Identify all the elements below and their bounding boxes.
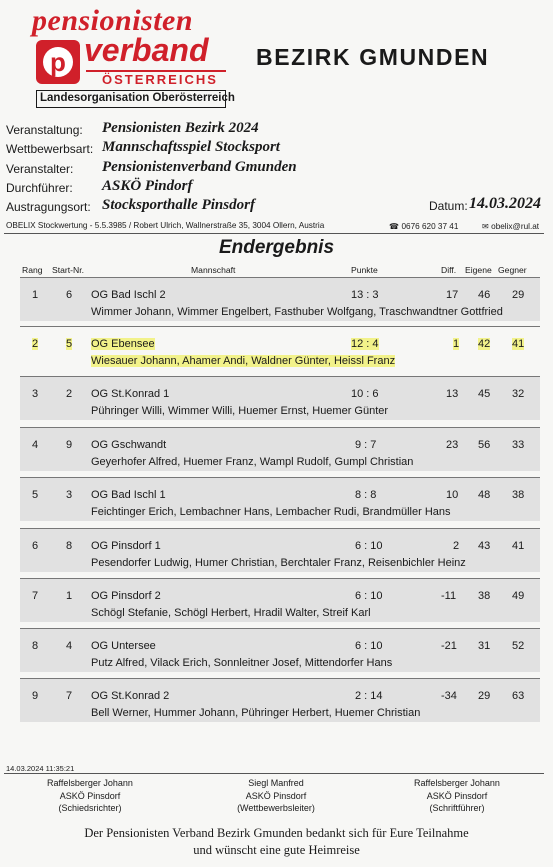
- result-row-highlighted: [20, 326, 540, 370]
- info-value: Pensionistenverband Gmunden: [102, 158, 297, 175]
- opponent-score: 38: [512, 489, 525, 501]
- team-members: Putz Alfred, Vilack Erich, Sonnleitner Josef, Mittendorfer Hans: [91, 657, 393, 669]
- own-score: 43: [478, 540, 491, 552]
- result-row: [20, 578, 540, 622]
- closing-line: Der Pensionisten Verband Bezirk Gmunden bedankt sich für Eure Teilnahme: [84, 826, 469, 840]
- start-number: 7: [66, 690, 73, 702]
- result-row: [20, 678, 540, 722]
- signatory-name: Raffelsberger Johann: [414, 778, 500, 788]
- signatory-name: Raffelsberger Johann: [47, 778, 133, 788]
- closing-line: und wünscht eine gute Heimreise: [193, 843, 360, 857]
- team-name: OG Untersee: [91, 640, 156, 652]
- opponent-score: 32: [512, 388, 525, 400]
- team-members: Pühringer Willi, Wimmer Willi, Huemer Ernst, Huemer Günter: [91, 405, 389, 417]
- start-number: 5: [66, 338, 73, 350]
- difference: -21: [441, 640, 457, 652]
- info-key: Durchführer:: [6, 180, 73, 195]
- software-credit: OBELIX Stockwertung - 5.5.3985 / Robert Ulrich, Wallnerstraße 35, 3004 Ollern, Austria: [6, 221, 325, 230]
- own-score: 46: [478, 289, 491, 301]
- phone-number: ☎ 0676 620 37 41: [389, 222, 459, 231]
- start-number: 2: [66, 388, 73, 400]
- column-header-gegner: Gegner: [498, 265, 527, 275]
- own-score: 38: [478, 590, 491, 602]
- result-row: [20, 477, 540, 521]
- opponent-score: 63: [512, 690, 525, 702]
- own-score: 48: [478, 489, 491, 501]
- email-link[interactable]: ✉ obelix@rul.at: [482, 222, 540, 231]
- own-score: 42: [478, 338, 491, 350]
- difference: -11: [441, 590, 457, 602]
- results-title: Endergebnis: [218, 237, 335, 258]
- signatory-name: Siegl Manfred: [248, 778, 304, 788]
- start-number: 8: [66, 540, 73, 552]
- points: 6 : 10: [355, 540, 383, 552]
- own-score: 56: [478, 439, 491, 451]
- difference: -34: [441, 690, 457, 702]
- opponent-score: 49: [512, 590, 525, 602]
- logo-verband-text: verband: [84, 32, 209, 68]
- team-name: OG Bad Ischl 2: [91, 289, 166, 301]
- logo-country-text: ÖSTERREICHS: [102, 72, 218, 87]
- logo-p-mark-icon: [36, 40, 80, 84]
- team-name: OG St.Konrad 1: [91, 388, 170, 400]
- column-header-team: Mannschaft: [191, 265, 236, 275]
- info-key: Austragungsort:: [6, 200, 91, 215]
- team-members: Pesendorfer Ludwig, Humer Christian, Berchtaler Franz, Reisenbichler Heinz: [91, 557, 466, 569]
- signatory-club: ASKÖ Pinsdorf: [426, 790, 488, 801]
- closing-message: [0, 825, 553, 859]
- team-members: Schögl Stefanie, Schögl Herbert, Hradil Walter, Streif Karl: [91, 607, 371, 619]
- info-value: ASKÖ Pindorf: [102, 177, 193, 194]
- signatory-role: (Schriftführer): [429, 803, 485, 813]
- team-members: Feichtinger Erich, Lembachner Hans, Lembacher Rudi, Brandmüller Hans: [91, 506, 451, 518]
- team-members: Wiesauer Johann, Ahamer Andi, Waldner Günter, Heissl Franz: [91, 355, 396, 367]
- team-members: Wimmer Johann, Wimmer Engelbert, Fasthuber Wolfgang, Traschwandtner Gottfried: [91, 306, 503, 318]
- rank: 8: [32, 640, 39, 652]
- opponent-score: 33: [512, 439, 525, 451]
- points: 2 : 14: [355, 690, 383, 702]
- team-members: Geyerhofer Alfred, Huemer Franz, Wampl Rudolf, Gumpl Christian: [91, 456, 414, 468]
- own-score: 45: [478, 388, 491, 400]
- info-value: Mannschaftsspiel Stocksport: [102, 139, 280, 156]
- column-header-diff: Diff.: [441, 265, 457, 275]
- rank: 2: [32, 338, 39, 350]
- result-row: [20, 528, 540, 572]
- start-number: 6: [66, 289, 73, 301]
- opponent-score: 29: [512, 289, 525, 301]
- points: 6 : 10: [355, 640, 383, 652]
- team-members: Bell Werner, Hummer Johann, Pühringer Herbert, Huemer Christian: [91, 707, 421, 719]
- signatory-club: ASKÖ Pinsdorf: [245, 790, 307, 801]
- column-header-rang: Rang: [22, 265, 43, 275]
- info-value: Stocksporthalle Pinsdorf: [102, 197, 255, 214]
- rank: 1: [32, 289, 39, 301]
- rank: 7: [32, 590, 39, 602]
- district-heading: BEZIRK GMUNDEN: [256, 44, 490, 70]
- points: 10 : 6: [351, 388, 379, 400]
- own-score: 31: [478, 640, 491, 652]
- divider: [4, 233, 544, 234]
- signature-block: [206, 777, 346, 815]
- start-number: 3: [66, 489, 73, 501]
- rank: 6: [32, 540, 39, 552]
- team-name: OG Bad Ischl 1: [91, 489, 166, 501]
- signature-block: [387, 777, 527, 815]
- logo-script-text: pensionisten: [32, 4, 194, 37]
- signatory-role: (Wettbewerbsleiter): [237, 803, 315, 813]
- signature-block: [20, 777, 160, 815]
- opponent-score: 41: [512, 338, 525, 350]
- info-row: [6, 159, 546, 178]
- column-header-start: Start-Nr.: [52, 265, 84, 275]
- team-name: OG Gschwandt: [91, 439, 167, 451]
- difference: 2: [453, 540, 460, 552]
- logo-mark-letter: p: [50, 47, 66, 77]
- result-row: [20, 427, 540, 471]
- difference: 23: [446, 439, 459, 451]
- rank: 4: [32, 439, 39, 451]
- rank: 3: [32, 388, 39, 400]
- organisation-logo: [30, 4, 235, 108]
- column-header-eigene: Eigene: [465, 265, 492, 275]
- difference: 17: [446, 289, 459, 301]
- date-value: 14.03.2024: [469, 195, 541, 212]
- rank: 9: [32, 690, 39, 702]
- result-row: [20, 376, 540, 420]
- opponent-score: 52: [512, 640, 525, 652]
- start-number: 4: [66, 640, 73, 652]
- signatory-role: (Schiedsrichter): [58, 803, 122, 813]
- info-key: Veranstalter:: [6, 161, 74, 176]
- date-label: Datum:: [429, 199, 468, 213]
- team-name: OG Pinsdorf 1: [91, 540, 161, 552]
- difference: 1: [453, 338, 460, 350]
- points: 13 : 3: [351, 289, 379, 301]
- info-key: Wettbewerbsart:: [6, 142, 94, 157]
- start-number: 1: [66, 590, 73, 602]
- info-row: [6, 120, 546, 139]
- result-row: [20, 277, 540, 321]
- divider: [4, 773, 544, 774]
- team-name: OG Pinsdorf 2: [91, 590, 161, 602]
- info-row: [6, 178, 546, 197]
- points: 9 : 7: [355, 439, 377, 451]
- points: 8 : 8: [355, 489, 377, 501]
- print-timestamp: 14.03.2024 11:35:21: [6, 764, 75, 773]
- difference: 13: [446, 388, 459, 400]
- team-name: OG St.Konrad 2: [91, 690, 170, 702]
- info-row: [6, 139, 546, 158]
- result-row: [20, 628, 540, 672]
- info-key: Veranstaltung:: [6, 123, 83, 137]
- team-name: OG Ebensee: [91, 338, 155, 350]
- points: 6 : 10: [355, 590, 383, 602]
- column-header-punkte: Punkte: [351, 265, 378, 275]
- rank: 5: [32, 489, 39, 501]
- start-number: 9: [66, 439, 73, 451]
- logo-landes-text: Landesorganisation Oberösterreich: [36, 90, 226, 108]
- opponent-score: 41: [512, 540, 525, 552]
- difference: 10: [446, 489, 459, 501]
- signatory-club: ASKÖ Pinsdorf: [59, 790, 121, 801]
- info-value: Pensionisten Bezirk 2024: [102, 120, 259, 136]
- own-score: 29: [478, 690, 491, 702]
- points: 12 : 4: [351, 338, 379, 350]
